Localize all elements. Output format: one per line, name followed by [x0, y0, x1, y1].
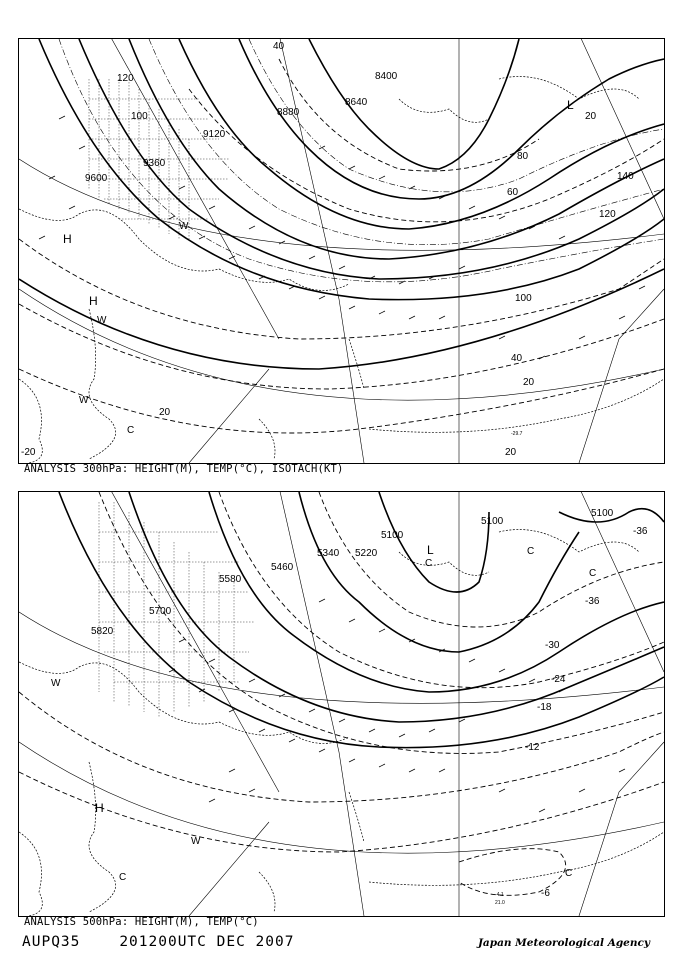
chart-datetime: 201200UTC DEC 2007	[119, 934, 295, 950]
cold-label: C	[127, 425, 135, 436]
wind-barbs	[39, 116, 645, 359]
height-label: 9360	[143, 158, 166, 169]
temp-label: -18	[537, 702, 552, 713]
height-label: 5340	[317, 548, 340, 559]
temp-label: -36	[585, 596, 600, 607]
agency-name: Japan Meteorological Agency	[477, 937, 650, 949]
high-pressure-label: H	[63, 232, 72, 246]
temp-label: -6	[541, 888, 550, 899]
low-pressure-label: L	[567, 98, 574, 112]
map-500hpa-canvas	[19, 492, 664, 916]
isotach-label: 120	[117, 73, 134, 84]
height-label: 5100	[381, 530, 404, 541]
height-label: 9600	[85, 173, 108, 184]
temp-contours	[19, 492, 664, 895]
low-pressure-label: L	[427, 543, 434, 557]
height-contours	[59, 492, 664, 748]
warm-label: W	[51, 678, 61, 689]
coastline	[19, 77, 664, 464]
temp-label: -12	[525, 742, 540, 753]
wind-barbs	[169, 599, 625, 812]
warm-label: W	[179, 221, 189, 232]
map-300hpa	[18, 38, 665, 464]
station-value: 21.0	[495, 900, 505, 906]
height-label: 9120	[203, 129, 226, 140]
high-pressure-label: H	[95, 801, 104, 815]
height-label: 8640	[345, 97, 368, 108]
isotach-label: 20	[159, 407, 171, 418]
isotach-label: 20	[505, 447, 517, 458]
height-label: 5100	[481, 516, 504, 527]
chart-identifier	[22, 934, 294, 950]
cold-label: C	[565, 868, 573, 879]
map-500hpa	[18, 491, 665, 917]
warm-label: W	[191, 836, 201, 847]
isotach-label: 20	[585, 111, 597, 122]
height-label: 5220	[355, 548, 378, 559]
station-temp: -4.1	[495, 892, 504, 898]
temp-label: -36	[633, 526, 648, 537]
temp-label: -30	[545, 640, 560, 651]
cold-label: C	[527, 546, 535, 557]
warm-label: W	[97, 315, 107, 326]
isotach-label: 140	[617, 171, 634, 182]
cold-label: C	[589, 568, 597, 579]
high-pressure-label: H	[89, 294, 98, 308]
isotach-label: 60	[507, 187, 519, 198]
height-label: 5580	[219, 574, 242, 585]
cold-label: C	[119, 872, 127, 883]
height-label: 5820	[91, 626, 114, 637]
height-label: 5700	[149, 606, 172, 617]
caption-300hpa: ANALYSIS 300hPa: HEIGHT(M), TEMP(°C), ISOTACH(KT)	[24, 463, 344, 475]
isotach-label: 20	[523, 377, 535, 388]
height-label: 5100	[591, 508, 614, 519]
isotach-label: 80	[517, 151, 529, 162]
height-label: 5460	[271, 562, 294, 573]
temp-label: -24	[551, 674, 566, 685]
isotach-label: 100	[131, 111, 148, 122]
warm-hatch	[99, 502, 254, 717]
isotach-label: -20	[21, 447, 36, 458]
height-label: 8400	[375, 71, 398, 82]
isotach-label: 100	[515, 293, 532, 304]
graticule	[19, 492, 664, 916]
caption-500hpa: ANALYSIS 500hPa: HEIGHT(M), TEMP(°C)	[24, 916, 259, 928]
height-contours	[19, 39, 664, 369]
coastline	[19, 530, 664, 917]
isotach-label: 40	[273, 41, 285, 52]
chart-code: AUPQ35	[22, 934, 81, 950]
warm-label: W	[79, 395, 89, 406]
isotach-label: 40	[511, 353, 523, 364]
cold-label: C	[425, 558, 433, 569]
isotach-label: 120	[599, 209, 616, 220]
station-temp: -29.7	[511, 431, 523, 437]
height-label: 8880	[277, 107, 300, 118]
map-300hpa-canvas	[19, 39, 664, 463]
